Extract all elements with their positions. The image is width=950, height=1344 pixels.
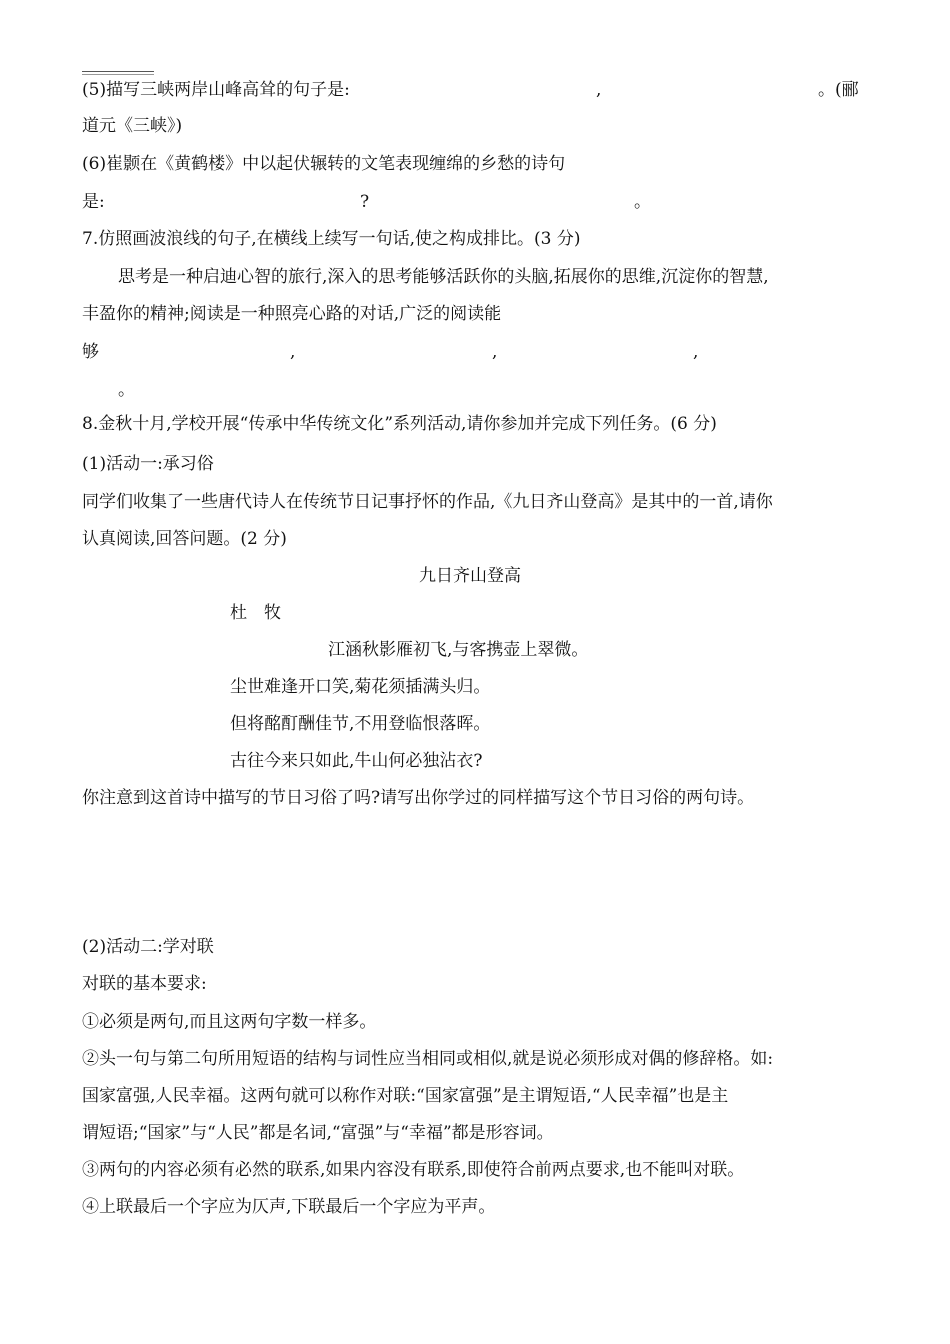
poem-line-4: 古往今来只如此,牛山何必独沾衣? bbox=[230, 751, 483, 771]
q7-comma2: , bbox=[492, 342, 498, 362]
q7-para2: 丰盈你的精神;阅读是一种照亮心路的对话,广泛的阅读能 bbox=[82, 304, 502, 324]
q7-comma1: , bbox=[290, 342, 296, 362]
q8-title: 8.金秋十月,学校开展“传承中华传统文化”系列活动,请你参加并完成下列任务。(6 分) bbox=[82, 414, 717, 434]
q6-line2-end: 。 bbox=[634, 192, 651, 212]
activity2-title: (2)活动二:学对联 bbox=[82, 937, 214, 957]
q6-line2-prefix: 是: bbox=[82, 192, 105, 212]
rule-4: ④上联最后一个字应为仄声,下联最后一个字应为平声。 bbox=[82, 1197, 496, 1217]
q7-para1: 思考是一种启迪心智的旅行,深入的思考能够活跃你的头脑,拓展你的思维,沉淀你的智慧, bbox=[118, 267, 769, 287]
poem-author: 杜 牧 bbox=[230, 603, 281, 623]
q7-para3-prefix: 够 bbox=[82, 342, 99, 362]
q7-comma3: , bbox=[693, 342, 699, 362]
poem-line-3: 但将酩酊酬佳节,不用登临恨落晖。 bbox=[230, 714, 491, 734]
q6-line1: (6)崔颢在《黄鹤楼》中以起伏辗转的文笔表现缠绵的乡愁的诗句 bbox=[82, 154, 566, 174]
q5-line1-prefix: (5)描写三峡两岸山峰高耸的句子是: bbox=[82, 80, 350, 100]
activity1-intro-line2: 认真阅读,回答问题。(2 分) bbox=[82, 529, 287, 549]
rule-2-line2: 国家富强,人民幸福。这两句就可以称作对联:“国家富强”是主谓短语,“人民幸福”也是主 bbox=[82, 1086, 729, 1106]
q7-para4-end: 。 bbox=[118, 380, 135, 400]
poem-line-1: 江涵秋影雁初飞,与客携壶上翠微。 bbox=[328, 640, 589, 660]
activity2-requirements-title: 对联的基本要求: bbox=[82, 974, 207, 994]
rule-2-line1: ②头一句与第二句所用短语的结构与词性应当相同或相似,就是说必须形成对偶的修辞格。如: bbox=[82, 1049, 774, 1069]
q5-line1-end: 。(郦 bbox=[818, 80, 859, 100]
activity1-question: 你注意到这首诗中描写的节日习俗了吗?请写出你学过的同样描写这个节日习俗的两句诗。 bbox=[82, 788, 755, 808]
q6-line2-mark: ? bbox=[360, 192, 370, 212]
rule-2-line3: 谓短语;“国家”与“人民”都是名词,“富强”与“幸福”都是形容词。 bbox=[82, 1123, 554, 1143]
poem-title: 九日齐山登高 bbox=[419, 566, 521, 586]
q7-title: 7.仿照画波浪线的句子,在横线上续写一句话,使之构成排比。(3 分) bbox=[82, 229, 581, 249]
q5-line1-comma: , bbox=[596, 80, 602, 100]
poem-line-2: 尘世难逢开口笑,菊花须插满头归。 bbox=[230, 677, 491, 697]
rule-3: ③两句的内容必须有必然的联系,如果内容没有联系,即使符合前两点要求,也不能叫对联。 bbox=[82, 1160, 745, 1180]
rule-1: ①必须是两句,而且这两句字数一样多。 bbox=[82, 1012, 377, 1032]
activity1-intro-line1: 同学们收集了一些唐代诗人在传统节日记事抒怀的作品,《九日齐山登高》是其中的一首,请你 bbox=[82, 492, 773, 512]
q5-line2: 道元《三峡》) bbox=[82, 116, 183, 136]
activity1-title: (1)活动一:承习俗 bbox=[82, 454, 214, 474]
header-rule bbox=[82, 71, 154, 72]
header-rule-secondary bbox=[82, 74, 154, 75]
